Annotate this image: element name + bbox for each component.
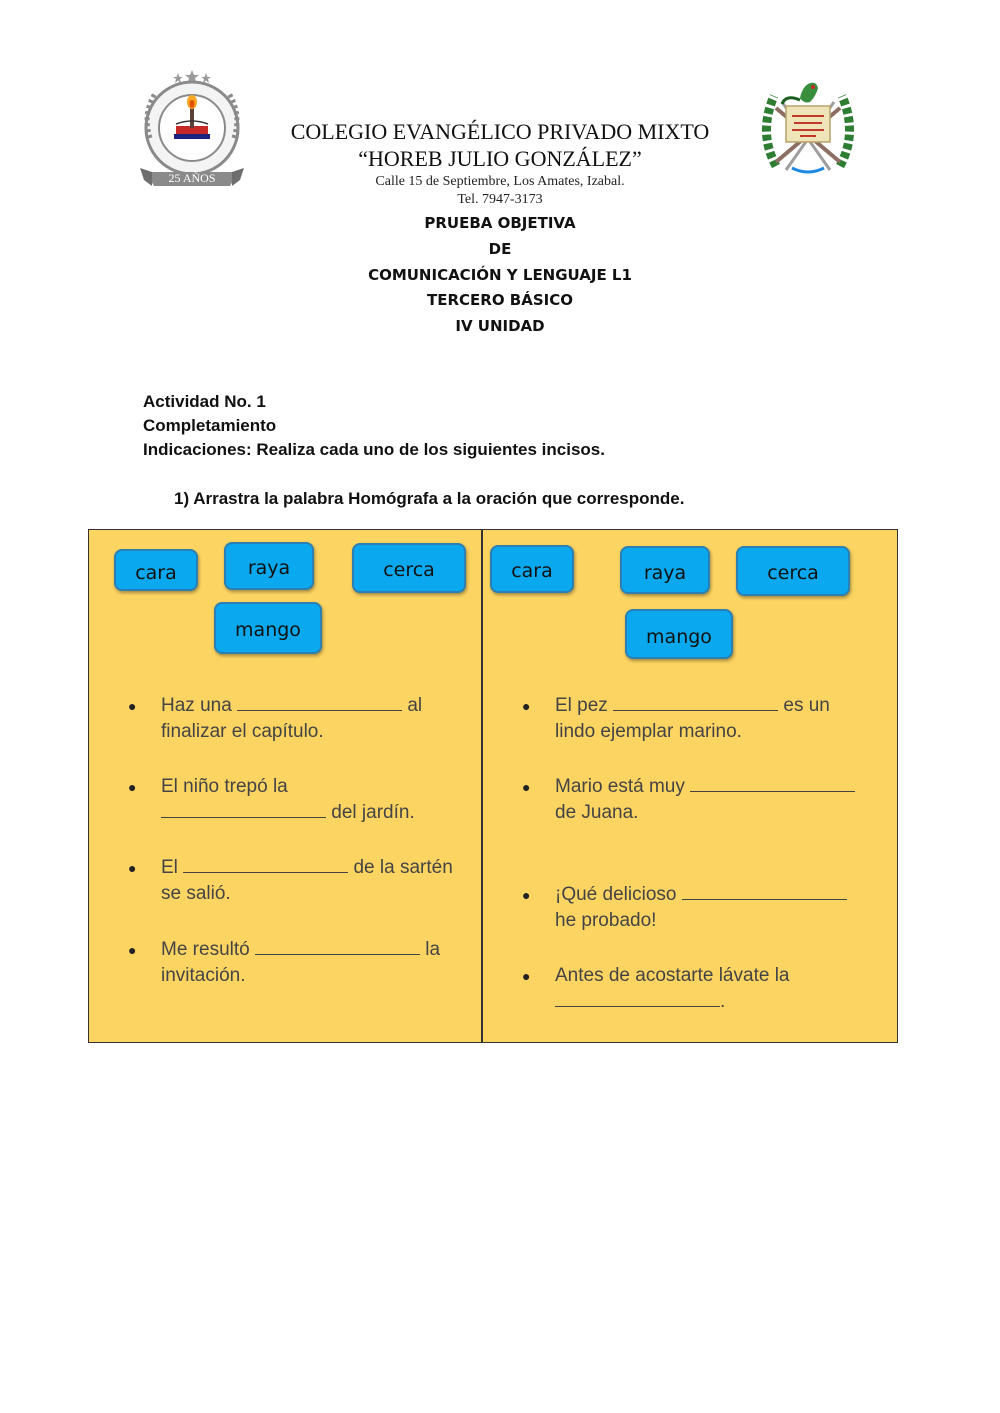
left-sentence-1: ● Haz una al finalizar el capítulo.: [128, 695, 423, 742]
right-sentence-1: ● El pez es un lindo ejemplar marino.: [522, 695, 830, 742]
bullet-icon: ●: [522, 968, 531, 984]
school-address: Calle 15 de Septiembre, Los Amates, Izabal.: [375, 174, 625, 189]
test-title: PRUEBA OBJETIVA: [424, 214, 576, 232]
word-chip-raya-right[interactable]: raya: [620, 546, 710, 594]
bullet-icon: ●: [522, 698, 531, 714]
left-sentence-4: ● Me resultó la invitación.: [128, 939, 441, 986]
left-sentence-2: ● El niño trepó la del jardín.: [128, 776, 415, 823]
blank-drop-zone[interactable]: [161, 803, 326, 818]
bullet-icon: ●: [522, 779, 531, 795]
word-chip-cara-right[interactable]: cara: [490, 545, 574, 593]
bullet-icon: ●: [128, 942, 137, 958]
bullet-icon: ●: [128, 860, 137, 876]
blank-drop-zone[interactable]: [690, 777, 855, 792]
blank-drop-zone[interactable]: [555, 992, 720, 1007]
word-chip-cerca-left[interactable]: cerca: [352, 543, 466, 593]
word-chip-mango-right[interactable]: mango: [625, 609, 733, 659]
activity-type: Completamiento: [143, 416, 277, 435]
logo-anniversary-text: 25 AÑOS: [168, 171, 216, 185]
left-sentence-3: ● El de la sartén se salió.: [128, 857, 453, 904]
blank-drop-zone[interactable]: [183, 858, 348, 873]
panel-divider: [481, 529, 483, 1043]
word-chip-cara-left[interactable]: cara: [114, 549, 198, 591]
activity-number: Actividad No. 1: [143, 392, 266, 411]
unit-label: IV UNIDAD: [455, 317, 545, 335]
course-name: COMUNICACIÓN Y LENGUAJE L1: [368, 266, 632, 284]
grade-level: TERCERO BÁSICO: [427, 291, 573, 309]
blank-drop-zone[interactable]: [682, 885, 847, 900]
blank-drop-zone[interactable]: [255, 940, 420, 955]
word-chip-mango-left[interactable]: mango: [214, 602, 322, 654]
right-sentence-3: ● ¡Qué delicioso he probado!: [522, 882, 892, 934]
right-sentence-4: ● Antes de acostarte lávate la .: [522, 965, 790, 1012]
word-chip-cerca-right[interactable]: cerca: [736, 546, 850, 596]
school-name-line2: “HOREB JULIO GONZÁLEZ”: [358, 146, 642, 171]
activity-instructions: Indicaciones: Realiza cada uno de los siguientes incisos.: [143, 440, 605, 459]
test-title-de: DE: [488, 240, 512, 258]
bullet-icon: ●: [128, 698, 137, 714]
bullet-icon: ●: [128, 779, 137, 795]
word-chip-raya-left[interactable]: raya: [224, 542, 314, 590]
question-1: 1) Arrastra la palabra Homógrafa a la oración que corresponde.: [174, 489, 685, 508]
right-sentence-2: ● Mario está muy de Juana.: [522, 774, 892, 826]
blank-drop-zone[interactable]: [613, 696, 778, 711]
school-name-line1: COLEGIO EVANGÉLICO PRIVADO MIXTO: [290, 119, 710, 144]
school-phone: Tel. 7947-3173: [457, 192, 543, 207]
bullet-icon: ●: [522, 887, 531, 903]
blank-drop-zone[interactable]: [237, 696, 402, 711]
